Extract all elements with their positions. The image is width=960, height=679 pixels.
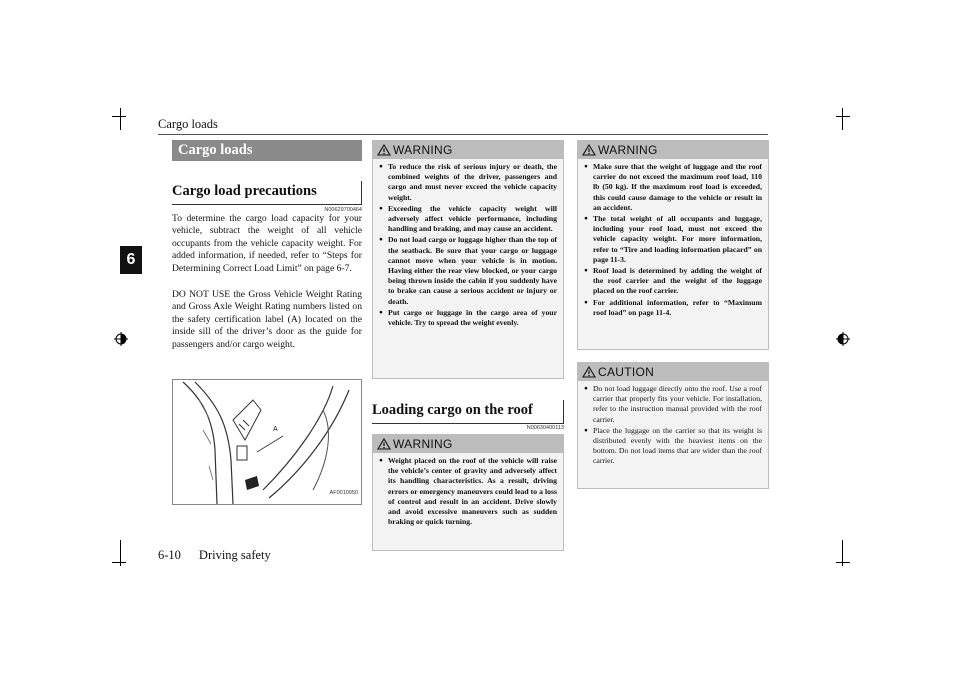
- door-sill-drawing: [173, 380, 361, 504]
- warning-item: ● Make sure that the weight of luggage and the roof carrier do not exceed the maximum roof load, 110 lb (50 kg). If the maximum roof load is exceeded, this could cause damage to the vehicle or result in an accident.: [584, 162, 762, 213]
- footer-section: Driving safety: [198, 548, 271, 562]
- warning-label: WARNING: [393, 437, 453, 451]
- callout-label: A: [273, 426, 278, 433]
- warning-label: WARNING: [598, 143, 658, 157]
- warning-list: [373, 159, 563, 333]
- warning-item: ● The total weight of all occupants and luggage, including your roof load, must not exceed the vehicle capacity weight. For more information, refer to “Tire and loading information placard” on page 11-3.: [584, 214, 762, 265]
- crop-mark: [112, 562, 126, 563]
- caution-item: ● Do not load luggage directly onto the roof. Use a roof carrier that properly fits your vehicle. For installation, refer to the instruction manual provided with the roof carrier.: [584, 384, 762, 425]
- crop-mark: [836, 562, 850, 563]
- chapter-tab: 6: [120, 246, 142, 274]
- caution-label: CAUTION: [598, 365, 655, 379]
- warning-item: ● To reduce the risk of serious injury or death, the combined weights of the driver, passengers and cargo and must never exceed the vehicle capacity weight.: [379, 162, 557, 203]
- crop-mark: [120, 108, 121, 130]
- warning-title: [373, 141, 563, 159]
- warning-box: [372, 434, 564, 551]
- page-footer: [158, 548, 289, 563]
- warning-item: ● For additional information, refer to “Maximum roof load” on page 11-4.: [584, 298, 762, 318]
- header-rule: [158, 134, 768, 135]
- caution-title: [578, 363, 768, 381]
- warning-item: ● Roof load is determined by adding the weight of the roof carrier and the weight of the luggage placed on the roof carrier.: [584, 266, 762, 297]
- section-title: Cargo loads: [172, 140, 362, 161]
- warning-title: [578, 141, 768, 159]
- warning-title: [373, 435, 563, 453]
- crop-mark: [836, 116, 850, 117]
- crop-mark: [842, 108, 843, 130]
- warning-item: ● Put cargo or luggage in the cargo area of your vehicle. Try to spread the weight evenly.: [379, 308, 557, 328]
- warning-item: ● Do not load cargo or luggage higher than the top of the seatback. Be sure that your cargo or luggage cannot move when your vehicle is in motion. Having either the rear view blocked, or your cargo being thrown inside the cabin if you suddenly have to brake can cause a serious accident or injury or death.: [379, 235, 557, 306]
- warning-list: [373, 453, 563, 532]
- paragraph: To determine the cargo load capacity for your vehicle, subtract the weight of all vehicle occupants from the vehicle capacity weight. For added information, if needed, refer to “Steps for Determining Correct Load Limit” on page 6-7.: [172, 213, 362, 274]
- warning-label: WARNING: [393, 143, 453, 157]
- caution-list: [578, 381, 768, 472]
- registration-mark-icon: [836, 332, 850, 346]
- warning-item: ● Exceeding the vehicle capacity weight will adversely affect vehicle performance, including handling and braking, and may cause an accident.: [379, 204, 557, 235]
- page-number: 6-10: [158, 548, 181, 562]
- section-code: N00629700464: [324, 207, 362, 213]
- door-sill-illustration: [172, 379, 362, 505]
- caution-box: [577, 362, 769, 489]
- warning-list: [578, 159, 768, 323]
- paragraph: DO NOT USE the Gross Vehicle Weight Rating and Gross Axle Weight Rating numbers listed on the safety certification label (A) located on the inside sill of the driver’s door as the guide for passengers and/or cargo weight.: [172, 289, 362, 350]
- caution-triangle-icon: [582, 366, 596, 378]
- warning-triangle-icon: [377, 438, 391, 450]
- warning-box: [372, 140, 564, 379]
- registration-mark-icon: [114, 332, 128, 346]
- warning-triangle-icon: [582, 144, 596, 156]
- warning-box: [577, 140, 769, 350]
- warning-item: ● Weight placed on the roof of the vehicle will raise the vehicle’s center of gravity and adversely affect its handling characteristics. As a result, driving errors or emergency maneuvers could lead to a loss of control and result in an accident. Drive slowly and avoid excessive maneuvers such as sudden braking or quick turning.: [379, 456, 557, 527]
- figure-code: AF0010950: [329, 490, 358, 496]
- running-header: Cargo loads: [158, 117, 218, 131]
- caution-item: ● Place the luggage on the carrier so that its weight is distributed evenly with the heaviest items on the bottom. Do not load items that are wider than the roof carrier.: [584, 426, 762, 467]
- section-code: N00630400113: [526, 425, 564, 431]
- subsection-title: Cargo load precautions: [172, 181, 362, 205]
- crop-mark: [112, 116, 126, 117]
- subsection-title: Loading cargo on the roof: [372, 400, 564, 424]
- warning-triangle-icon: [377, 144, 391, 156]
